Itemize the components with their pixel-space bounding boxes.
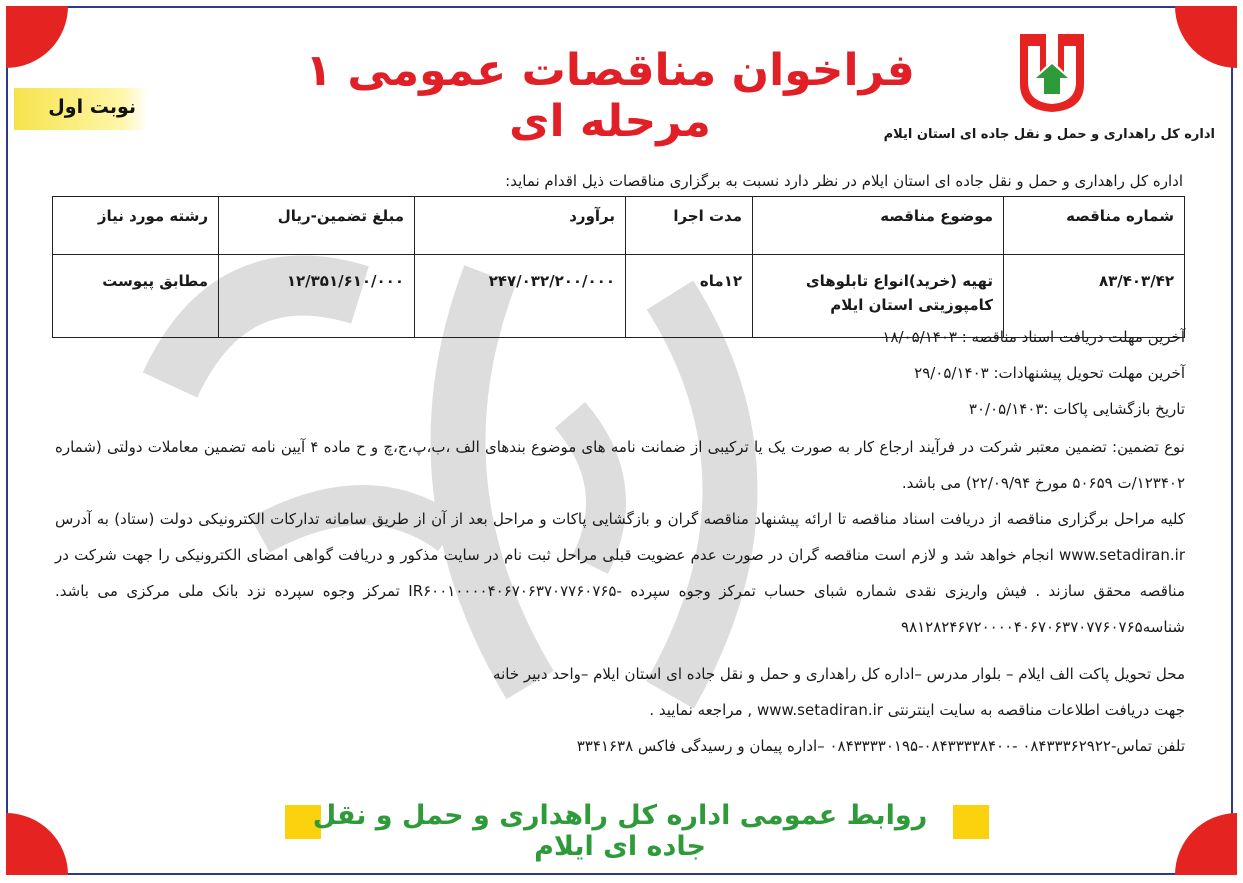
table-row — [53, 255, 1185, 338]
table-cell: ۱۲ماه — [626, 255, 753, 338]
column-header: مدت اجرا — [626, 197, 753, 255]
column-header: موضوع مناقصه — [753, 197, 1004, 255]
intro-text: اداره کل راهداری و حمل و نقل جاده ای استان ایلام در نظر دارد نسبت به برگزاری مناقصات ذیل اقدام نماید: — [505, 172, 1183, 190]
department-name: اداره کل راهداری و حمل و نقل جاده ای استان ایلام — [883, 127, 1215, 142]
process-text: کلیه مراحل برگزاری مناقصه از دریافت اسناد مناقصه تا ارائه پیشنهاد مناقصه گران و بازگشایی پاکات و مراحل بعد از آن از طریق سامانه تدارکات الکترونیکی دولت (ستاد) به آدرس www.setadiran.ir انجام خواهد شد و لازم است مناقصه گران در صورت عدم عضویت قبلی مراحل ثبت نام در سایت مذکور و دریافت گواهی امضای الکترونیکی را جهت شرکت در مناقصه محقق سازند . فیش واریزی نقدی شماره شبای حساب تمرکز وجوه سپرده -IR۶۰۰۱۰۰۰۰۴۰۶۷۰۶۳۷۰۷۷۶۰۷۶۵ تمرکز وجوه سپرده نزد بانک ملی مرکزی می باشد. شناسه۹۸۱۲۸۲۴۶۷۲۰۰۰۰۴۰۶۷۰۶۳۷۰۷۷۶۰۷۶۵ — [55, 510, 1185, 636]
table-cell: ۱۲/۳۵۱/۶۱۰/۰۰۰ — [219, 255, 415, 338]
table-header-row — [53, 197, 1185, 255]
round-badge: نوبت اول — [14, 88, 148, 130]
info-text: جهت دریافت اطلاعات مناقصه به سایت اینترنتی www.setadiran.ir , مراجعه نمایید . — [649, 701, 1185, 719]
ministry-logo-icon — [1012, 26, 1092, 116]
offers-deadline: آخرین مهلت تحویل پیشنهادات: ۲۹/۰۵/۱۴۰۳ — [914, 364, 1185, 382]
opening-date: تاریخ بازگشایی پاکات :۳۰/۰۵/۱۴۰۳ — [968, 400, 1185, 418]
page-title: فراخوان مناقصات عمومی ۱ مرحله ای — [305, 45, 915, 147]
tender-table — [52, 196, 1185, 338]
yellow-square — [953, 805, 989, 839]
column-header: رشته مورد نیاز — [53, 197, 219, 255]
column-header: برآورد — [415, 197, 626, 255]
footer-public-relations: روابط عمومی اداره کل راهداری و حمل و نقل جاده ای ایلام — [312, 800, 928, 862]
table-cell: ۲۴۷/۰۳۲/۲۰۰/۰۰۰ — [415, 255, 626, 338]
guarantee-text: نوع تضمین: تضمین معتبر شرکت در فرآیند ارجاع کار به صورت یک یا ترکیبی از ضمانت نامه های موضوع بندهای الف ،ب،پ،ج،چ و ح ماده ۴ آیین نامه تضمین معاملات دولتی (شماره ۱۲۳۴۰۲/ت ۵۰۶۵۹ مورخ ۲۲/۰۹/۹۴) می باشد. — [55, 438, 1185, 492]
table-cell: تهیه (خرید)انواع تابلوهای کامپوزیتی استان ایلام — [753, 255, 1004, 338]
table-cell: ۸۳/۴۰۳/۴۲ — [1004, 255, 1185, 338]
column-header: مبلغ تضمین-ریال — [219, 197, 415, 255]
delivery-address: محل تحویل پاکت الف ایلام – بلوار مدرس –اداره کل راهداری و حمل و نقل جاده ای استان ایلام –واحد دبیر خانه — [493, 665, 1185, 683]
docs-deadline: آخرین مهلت دریافت اسناد مناقصه : ۱۸/۰۵/۱۴۰۳ — [882, 328, 1185, 346]
column-header: شماره مناقصه — [1004, 197, 1185, 255]
phone-text: تلفن تماس-۰۸۴۳۳۳۶۲۹۲۲ -۰۸۴۳۳۳۳۸۴۰۰-۰۸۴۳۳۳۳۰۱۹۵ –اداره پیمان و رسیدگی فاکس ۳۳۴۱۶۳۸ — [576, 737, 1185, 755]
table-cell: مطابق پیوست — [53, 255, 219, 338]
